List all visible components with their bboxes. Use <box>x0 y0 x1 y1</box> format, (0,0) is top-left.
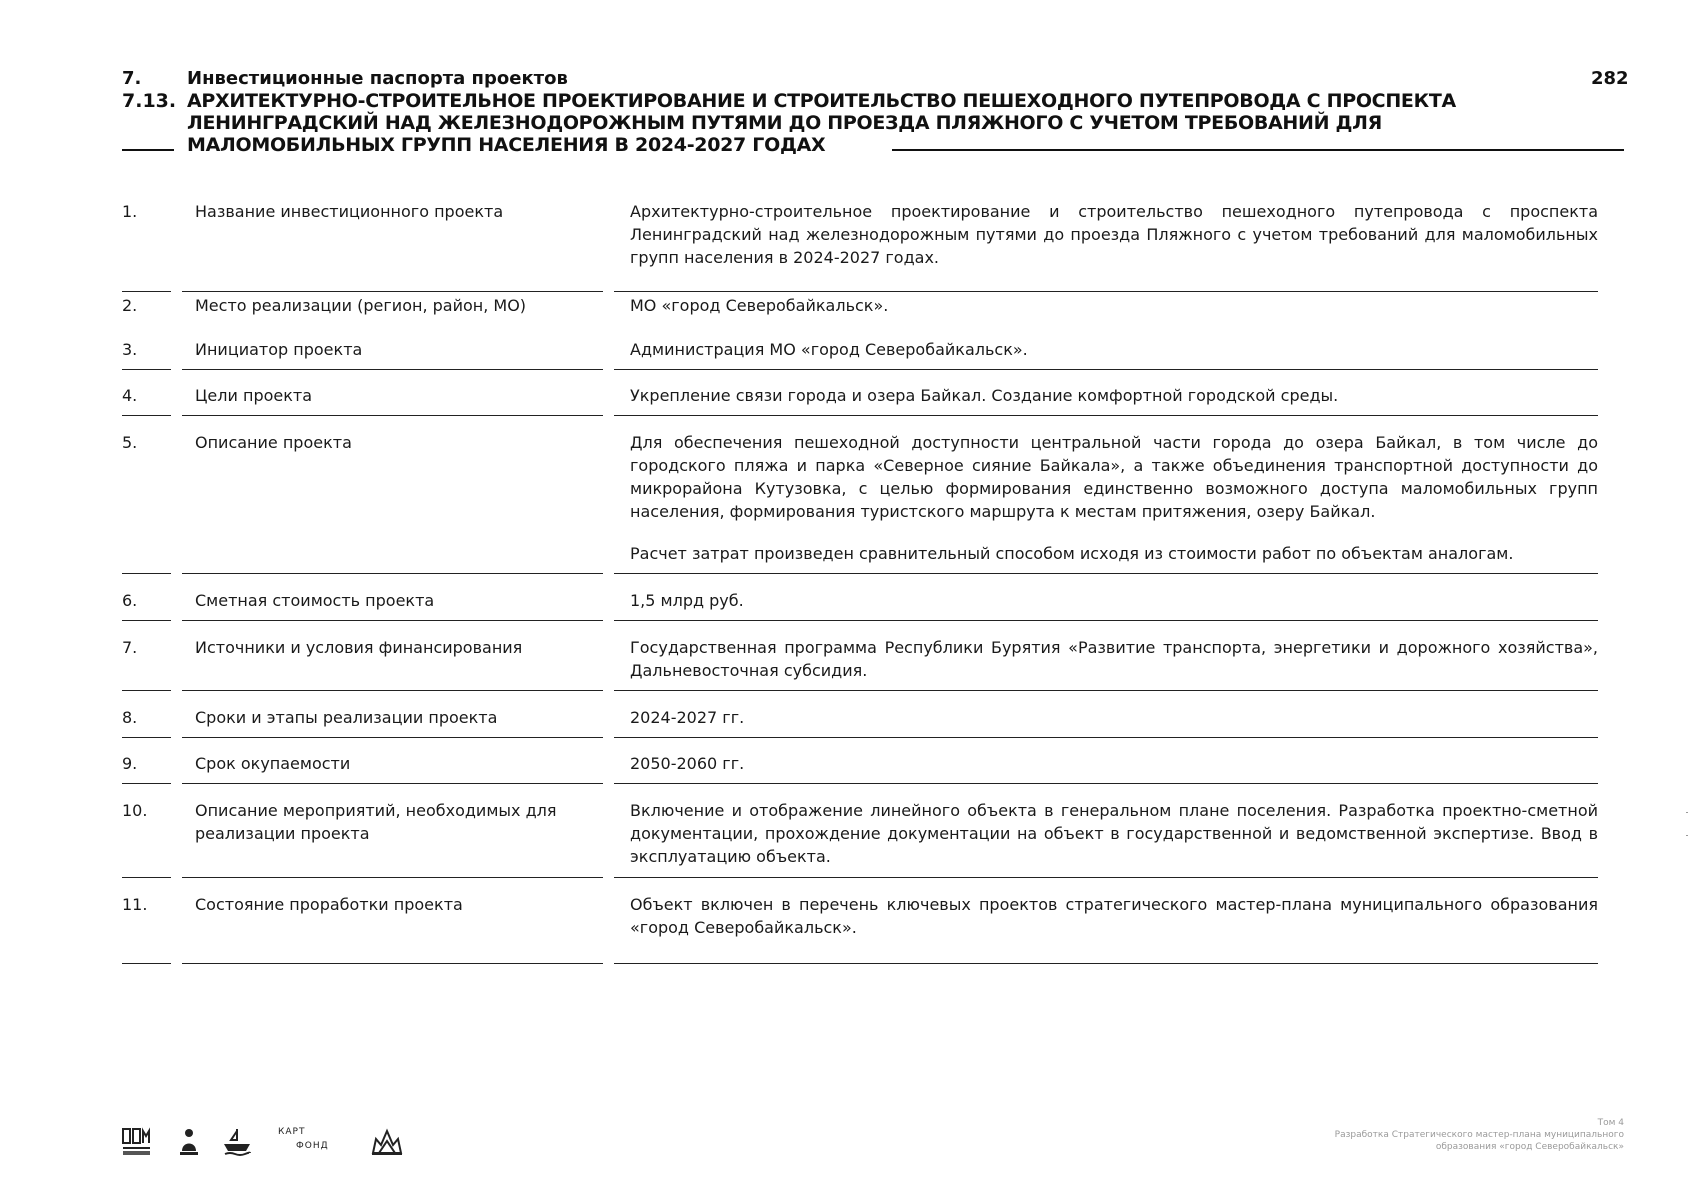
row-divider <box>614 573 1598 574</box>
figure-logo <box>178 1127 200 1157</box>
edge-mark <box>1686 812 1688 813</box>
row-number: 8. <box>122 708 138 727</box>
row-number: 10. <box>122 801 148 820</box>
footer-note-line: Том 4 <box>1597 1118 1624 1128</box>
row-value <box>630 752 1598 775</box>
row-value-text: Укрепление связи города и озера Байкал. Создание комфортной городской среды. <box>630 386 1339 405</box>
passport-row <box>122 706 1598 752</box>
row-divider <box>614 877 1598 878</box>
row-number: 1. <box>122 202 138 221</box>
row-label: Источники и условия финансирования <box>195 638 523 657</box>
partner-logos <box>122 1127 422 1161</box>
row-value <box>630 384 1598 407</box>
row-number: 11. <box>122 895 148 914</box>
crown-logo <box>370 1127 404 1157</box>
project-passport-table <box>122 200 1598 964</box>
passport-row <box>122 291 1598 338</box>
row-number: 9. <box>122 754 138 773</box>
passport-row <box>122 431 1598 589</box>
row-divider <box>614 963 1598 964</box>
row-divider <box>614 783 1598 784</box>
row-value-text: Расчет затрат произведен сравнительный способом исходя из стоимости работ по объектам аналогам. <box>630 544 1514 563</box>
subsection-heading-line-2 <box>122 112 1622 134</box>
subsection-heading-line-3 <box>122 134 1622 156</box>
row-divider <box>614 369 1598 370</box>
row-label: Срок окупаемости <box>195 754 351 773</box>
footer-note <box>1240 1117 1624 1153</box>
passport-row <box>122 589 1598 636</box>
row-value <box>630 893 1598 939</box>
kart-fond-logo-word: КАРТ <box>278 1127 306 1137</box>
header-rule-left <box>122 149 174 151</box>
row-value <box>630 200 1598 269</box>
row-divider <box>122 369 171 370</box>
dom-rf-logo <box>122 1127 152 1157</box>
row-divider <box>122 415 171 416</box>
row-value-text: МО «город Северобайкальск». <box>630 296 889 315</box>
row-number: 6. <box>122 591 138 610</box>
subsection-number: 7.13. <box>122 90 177 112</box>
row-divider <box>122 877 171 878</box>
row-divider <box>182 690 603 691</box>
passport-row <box>122 338 1598 384</box>
page-header <box>122 68 1622 156</box>
row-divider <box>182 573 603 574</box>
row-value-text: Государственная программа Республики Бурятия «Развитие транспорта, энергетики и дорожного хозяйства», Дальневосточная субсидия. <box>630 638 1598 680</box>
row-number: 5. <box>122 433 138 452</box>
row-divider <box>122 963 171 964</box>
row-value-text: Архитектурно-строительное проектирование и строительство пешеходного путепровода с проспекта Ленинградский над железнодорожным путями до проезда Пляжного с учетом требований для маломобильных групп населения в 2024-2027 годах. <box>630 202 1598 267</box>
row-value <box>630 338 1598 361</box>
footer-note-line: образования «город Северобайкальск» <box>1435 1142 1624 1152</box>
page-number: 282 <box>1591 68 1629 89</box>
row-divider <box>122 573 171 574</box>
passport-row <box>122 752 1598 799</box>
passport-row <box>122 384 1598 431</box>
boat-logo <box>222 1127 252 1157</box>
section-title: Инвестиционные паспорта проектов <box>187 68 568 89</box>
row-value-text: 2024-2027 гг. <box>630 708 745 727</box>
row-divider <box>122 690 171 691</box>
row-value-text: Объект включен в перечень ключевых проектов стратегического мастер-плана муниципального образования «город Северобайкальск». <box>630 895 1598 937</box>
row-divider <box>182 963 603 964</box>
row-value-text: Для обеспечения пешеходной доступности центральной части города до озера Байкал, в том числе до городского пляжа и парка «Северное сияние Байкала», а также объединения транспортной доступности до микрорайона Кутузовка, с целью формирования единственно возможного доступа маломобильных групп населения, формирования туристского маршрута к местам притяжения, озеру Байкал. <box>630 433 1598 521</box>
row-divider <box>122 620 171 621</box>
row-value <box>630 706 1598 729</box>
row-divider <box>182 737 603 738</box>
footer-note-line: Разработка Стратегического мастер-плана муниципального <box>1334 1130 1624 1140</box>
subsection-title-line: ЛЕНИНГРАДСКИЙ НАД ЖЕЛЕЗНОДОРОЖНЫМ ПУТЯМИ ДО ПРОЕЗДА ПЛЯЖНОГО С УЧЕТОМ ТРЕБОВАНИЙ ДЛЯ <box>187 112 1382 134</box>
row-label: Состояние проработки проекта <box>195 895 463 914</box>
row-value <box>630 636 1598 682</box>
kart-fond-logo <box>278 1127 348 1157</box>
row-divider <box>122 783 171 784</box>
row-label: Сроки и этапы реализации проекта <box>195 708 498 727</box>
row-divider <box>182 877 603 878</box>
passport-row <box>122 200 1598 291</box>
edge-mark <box>1686 835 1688 836</box>
row-divider <box>182 369 603 370</box>
row-value-text: Администрация МО «город Северобайкальск». <box>630 340 1028 359</box>
row-value-text: Включение и отображение линейного объекта в генеральном плане поселения. Разработка проектно-сметной документации, прохождение документации на объект в государственной и ведомственной экспертизе. Ввод в эксплуатацию объекта. <box>630 801 1598 866</box>
subsection-title-line: МАЛОМОБИЛЬНЫХ ГРУПП НАСЕЛЕНИЯ В 2024-2027 ГОДАХ <box>187 134 826 156</box>
section-heading <box>122 68 1622 90</box>
row-label: Инициатор проекта <box>195 340 363 359</box>
row-number: 7. <box>122 638 138 657</box>
row-label: Сметная стоимость проекта <box>195 591 435 610</box>
row-value <box>630 431 1598 565</box>
row-number: 4. <box>122 386 138 405</box>
row-divider <box>614 690 1598 691</box>
row-value <box>630 589 1598 612</box>
passport-row <box>122 636 1598 706</box>
passport-row <box>122 799 1598 893</box>
header-rule-right <box>892 149 1624 151</box>
row-label: Место реализации (регион, район, МО) <box>195 296 527 315</box>
row-divider <box>614 620 1598 621</box>
subsection-heading-line-1 <box>122 90 1622 112</box>
row-label: Цели проекта <box>195 386 313 405</box>
section-number: 7. <box>122 68 142 89</box>
row-value-text: 1,5 млрд руб. <box>630 591 744 610</box>
row-number: 2. <box>122 296 138 315</box>
row-label: Описание проекта <box>195 433 352 452</box>
row-value <box>630 799 1598 868</box>
row-number: 3. <box>122 340 138 359</box>
row-value <box>630 294 1598 317</box>
row-divider <box>182 415 603 416</box>
row-divider <box>614 737 1598 738</box>
kart-fond-logo-word: ФОНД <box>296 1141 329 1151</box>
row-divider <box>182 620 603 621</box>
passport-row <box>122 893 1598 964</box>
subsection-title-line: АРХИТЕКТУРНО-СТРОИТЕЛЬНОЕ ПРОЕКТИРОВАНИЕ И СТРОИТЕЛЬСТВО ПЕШЕХОДНОГО ПУТЕПРОВОДА С ПРОСПЕКТА <box>187 90 1456 112</box>
row-divider <box>614 415 1598 416</box>
row-label: Описание мероприятий, необходимых для реализации проекта <box>195 801 557 843</box>
row-divider <box>122 737 171 738</box>
row-divider <box>182 783 603 784</box>
row-label: Название инвестиционного проекта <box>195 202 504 221</box>
row-value-text: 2050-2060 гг. <box>630 754 745 773</box>
